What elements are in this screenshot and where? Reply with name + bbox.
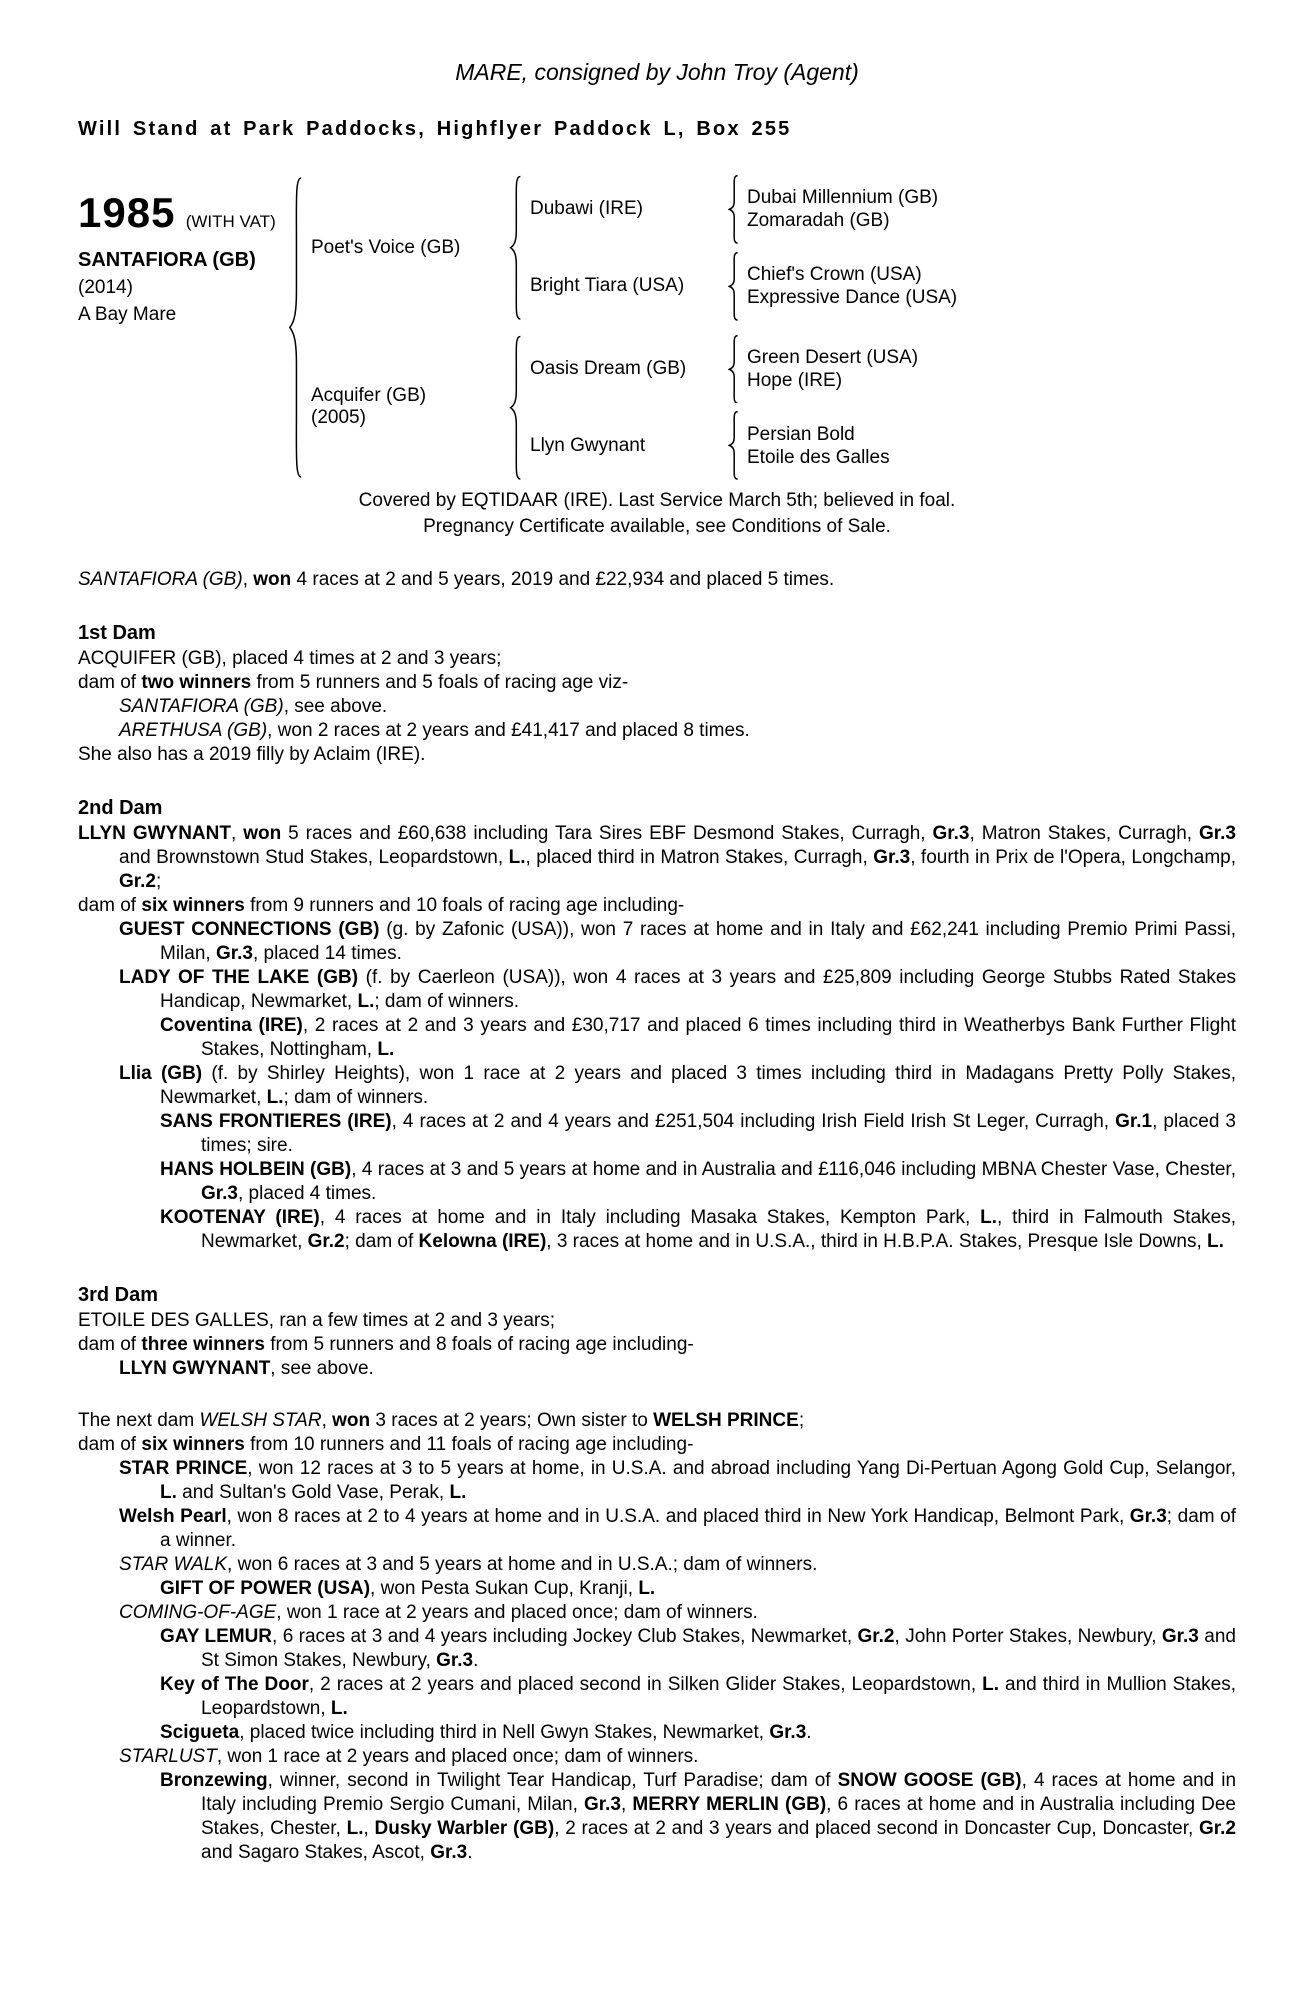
- text-run: ETOILE DES GALLES, ran a few times at 2 and 3 years;: [78, 1310, 555, 1331]
- text-run: , won 6 races at 3 and 5 years at home and in U.S.A.; dam of winners.: [227, 1554, 818, 1575]
- text-run: GUEST CONNECTIONS (GB): [119, 919, 380, 940]
- text-run: L.: [330, 1698, 348, 1719]
- text-run: ,: [321, 1410, 333, 1431]
- text-run: , placed 3 times; sire.: [201, 1111, 1236, 1156]
- text-run: Kelowna (IRE): [418, 1231, 547, 1252]
- text-run: six winners: [141, 895, 245, 916]
- page-title: MARE, consigned by John Troy (Agent): [455, 59, 859, 85]
- text-run: won: [243, 823, 282, 844]
- pedigree-paragraph: [78, 695, 1236, 719]
- text-run: from 5 runners and 8 foals of racing age including-: [264, 1334, 694, 1355]
- text-run: Gr.2: [307, 1231, 345, 1252]
- text-run: SANTAFIORA (GB): [119, 696, 284, 717]
- text-run: Bronzewing: [160, 1770, 268, 1791]
- pedigree-paragraph: [78, 1721, 1236, 1745]
- text-run: Gr.3: [769, 1722, 807, 1743]
- text-run: Gr.1: [1115, 1111, 1153, 1132]
- text-run: Llia (GB): [119, 1063, 203, 1084]
- text-run: L.: [982, 1674, 1000, 1695]
- text-run: , 2 races at 2 and 3 years and placed second in Doncaster Cup, Doncaster,: [554, 1818, 1200, 1839]
- text-run: ; dam of winners.: [283, 1087, 429, 1108]
- text-run: GAY LEMUR: [160, 1626, 273, 1647]
- pedigree-text-section: [78, 620, 1236, 767]
- covering-note-line1: Covered by EQTIDAAR (IRE). Last Service March 5th; believed in foal.: [358, 490, 956, 511]
- text-run: ARETHUSA (GB): [119, 720, 268, 741]
- pedigree-paragraph: [78, 1457, 1236, 1505]
- text-run: and third in Mullion Stakes, Leopardstown,: [201, 1674, 1236, 1719]
- text-run: , 4 races at 2 and 4 years and £251,504 including Irish Field Irish St Leger, Curragh,: [391, 1111, 1116, 1132]
- text-run: L.: [357, 991, 375, 1012]
- text-run: Key of The Door: [160, 1674, 309, 1695]
- text-run: Gr.3: [1199, 823, 1236, 844]
- great-grandparent-name: Dubai Millennium (GB): [747, 187, 939, 209]
- pedigree-text-section: [78, 568, 1236, 592]
- pedigree-paragraph: [78, 1577, 1236, 1601]
- pedigree-brace-icon: [509, 175, 522, 321]
- grandsire-name: Oasis Dream (GB): [530, 357, 687, 379]
- text-run: ,: [242, 569, 254, 590]
- pedigree-paragraph: [78, 1357, 1236, 1381]
- text-run: STARLUST: [119, 1746, 217, 1767]
- text-run: won: [332, 1410, 371, 1431]
- text-run: .: [473, 1650, 479, 1671]
- stand-location-line: Will Stand at Park Paddocks, Highflyer Paddock L, Box 255: [78, 118, 792, 140]
- covering-note: [78, 488, 1236, 540]
- horse-name: SANTAFIORA (GB): [78, 249, 256, 271]
- pedigree-paragraph: [78, 822, 1236, 894]
- pedigree-brace-icon: [728, 252, 739, 321]
- text-run: Gr.2: [119, 871, 156, 892]
- text-run: She also has a 2019 filly by Aclaim (IRE).: [78, 744, 426, 765]
- lot-block: [78, 175, 288, 326]
- text-run: Gr.3: [584, 1794, 621, 1815]
- great-grandparent-name: Expressive Dance (USA): [747, 287, 958, 309]
- pedigree-paragraph: [78, 1769, 1236, 1865]
- text-run: , 2 races at 2 years and placed second in Silken Glider Stakes, Leopardstown,: [308, 1674, 983, 1695]
- text-run: L.: [346, 1818, 364, 1839]
- text-run: SNOW GOOSE (GB): [837, 1770, 1022, 1791]
- text-run: ; dam of: [344, 1231, 419, 1252]
- pedigree-paragraph: [78, 671, 1236, 695]
- text-run: Gr.3: [1129, 1506, 1167, 1527]
- grandsire-name: Dubawi (IRE): [530, 198, 643, 220]
- text-run: , placed twice including third in Nell Gwyn Stakes, Newmarket,: [239, 1722, 770, 1743]
- text-run: Dusky Warbler (GB): [374, 1818, 555, 1839]
- pedigree-text-section: [78, 1282, 1236, 1381]
- text-run: WELSH PRINCE: [653, 1410, 799, 1431]
- text-run: Gr.3: [1161, 1626, 1199, 1647]
- pedigree-brace-icon: [728, 335, 739, 404]
- text-run: LADY OF THE LAKE (GB): [119, 967, 359, 988]
- pedigree-paragraph: [78, 966, 1236, 1014]
- text-run: (g. by Zafonic (USA)), won 7 races at home and in Italy and £62,241 including Premio Primi Passi, Milan,: [160, 919, 1236, 964]
- text-run: L.: [1207, 1231, 1224, 1252]
- text-run: STAR PRINCE: [119, 1458, 248, 1479]
- pedigree-paragraph: [78, 1309, 1236, 1333]
- text-run: , fourth in Prix de l'Opera, Longchamp,: [910, 847, 1236, 868]
- text-run: .: [806, 1722, 812, 1743]
- text-run: .: [467, 1842, 473, 1863]
- body-sections: [78, 568, 1236, 1865]
- dam-section-heading: 3rd Dam: [78, 1284, 159, 1306]
- text-run: SANS FRONTIERES (IRE): [160, 1111, 392, 1132]
- text-run: , John Porter Stakes, Newbury,: [894, 1626, 1162, 1647]
- text-run: Gr.3: [430, 1842, 468, 1863]
- sire-name: Poet's Voice (GB): [311, 236, 461, 258]
- text-run: (f. by Caerleon (USA)), won 4 races at 3 years and £25,809 including George Stubbs Rated Stakes Handicap, Newmarket,: [160, 967, 1236, 1012]
- text-run: , placed 4 times.: [237, 1183, 377, 1204]
- great-grandparent-name: Zomaradah (GB): [747, 210, 890, 232]
- great-grandparent-name: Chief's Crown (USA): [747, 264, 922, 286]
- pedigree-table: [78, 175, 1236, 480]
- text-run: , 6 races at 3 and 4 years including Jockey Club Stakes, Newmarket,: [272, 1626, 858, 1647]
- text-run: dam of: [78, 1434, 142, 1455]
- grandsire-block: [530, 175, 1236, 244]
- text-run: HANS HOLBEIN (GB): [160, 1159, 352, 1180]
- text-run: , won Pesta Sukan Cup, Kranji,: [370, 1578, 639, 1599]
- text-run: , winner, second in Twilight Tear Handicap, Turf Paradise; dam of: [267, 1770, 838, 1791]
- text-run: GIFT OF POWER (USA): [160, 1578, 371, 1599]
- pedigree-generation-2: [311, 175, 1236, 480]
- pedigree-paragraph: [78, 1409, 1236, 1433]
- pedigree-paragraph: [78, 1505, 1236, 1553]
- text-run: Gr.2: [1199, 1818, 1236, 1839]
- great-grandparent-name: Etoile des Galles: [747, 446, 890, 468]
- text-run: three winners: [141, 1334, 265, 1355]
- text-run: ; dam of a winner.: [160, 1506, 1236, 1551]
- text-run: 4 races at 2 and 5 years, 2019 and £22,934 and placed 5 times.: [291, 569, 835, 590]
- pedigree-paragraph: [78, 1014, 1236, 1062]
- pedigree-paragraph: [78, 1206, 1236, 1254]
- text-run: from 5 runners and 5 foals of racing age viz-: [251, 672, 629, 693]
- text-run: , placed third in Matron Stakes, Curragh,: [525, 847, 874, 868]
- pedigree-brace-icon: [509, 335, 522, 481]
- great-grandparent-name: Persian Bold: [747, 423, 855, 445]
- pedigree-text-section: [78, 795, 1236, 1254]
- text-run: LLYN GWYNANT: [78, 823, 231, 844]
- text-run: from 10 runners and 11 foals of racing age including-: [244, 1434, 694, 1455]
- pedigree-paragraph: [78, 894, 1236, 918]
- text-run: , 4 races at 3 and 5 years at home and in Australia and £116,046 including MBNA Chester Vase, Chester,: [351, 1159, 1236, 1180]
- dam-name: Acquifer (GB): [311, 385, 427, 407]
- dam-section-heading: 2nd Dam: [78, 797, 163, 819]
- text-run: Gr.3: [873, 847, 911, 868]
- pedigree-brace-icon: [728, 411, 739, 480]
- lot-number-row: [78, 189, 288, 237]
- pedigree-paragraph: [78, 918, 1236, 966]
- text-run: dam of: [78, 1334, 142, 1355]
- text-run: and Sagaro Stakes, Ascot,: [201, 1842, 431, 1863]
- text-run: L.: [508, 847, 526, 868]
- text-run: L.: [980, 1207, 997, 1228]
- pedigree-brace-icon: [728, 175, 739, 244]
- text-run: , 6 races at home and in Australia including Dee Stakes, Chester,: [201, 1794, 1236, 1839]
- text-run: , 2 races at 2 and 3 years and £30,717 and placed 6 times including third in Weatherbys Bank Further Flight Stakes, Nottingham,: [201, 1015, 1237, 1060]
- text-run: L.: [160, 1482, 177, 1503]
- pedigree-paragraph: [78, 1110, 1236, 1158]
- granddam-block: [530, 252, 1236, 321]
- pedigree-paragraph: [78, 1433, 1236, 1457]
- pedigree-paragraph: [78, 1158, 1236, 1206]
- pedigree-paragraph: [78, 1333, 1236, 1357]
- text-run: Gr.3: [215, 943, 253, 964]
- text-run: , 4 races at home and in Italy including Premio Sergio Cumani, Milan,: [201, 1770, 1237, 1815]
- text-run: STAR WALK: [119, 1554, 228, 1575]
- text-run: from 9 runners and 10 foals of racing age including-: [244, 895, 685, 916]
- grandsire-block: [530, 335, 1236, 404]
- text-run: , 4 races at home and in Italy including Masaka Stakes, Kempton Park,: [319, 1207, 981, 1228]
- text-run: L.: [449, 1482, 467, 1503]
- sire-block: [311, 175, 1236, 321]
- text-run: dam of: [78, 672, 142, 693]
- text-run: , won 12 races at 3 to 5 years at home, in U.S.A. and abroad including Yang Di-Pertuan Agong Gold Cup, Selangor,: [247, 1458, 1236, 1479]
- dam-year: (2005): [311, 407, 366, 429]
- text-run: KOOTENAY (IRE): [160, 1207, 320, 1228]
- text-run: , see above.: [283, 696, 388, 717]
- foaled-year: (2014): [78, 277, 133, 298]
- text-run: two winners: [141, 672, 252, 693]
- text-run: 5 races and £60,638 including Tara Sires EBF Desmond Stakes, Curragh,: [281, 823, 933, 844]
- text-run: , Matron Stakes, Curragh,: [969, 823, 1199, 844]
- text-run: Gr.3: [436, 1650, 474, 1671]
- lot-number: 1985: [78, 189, 176, 236]
- text-run: six winners: [141, 1434, 245, 1455]
- text-run: L.: [266, 1087, 284, 1108]
- pedigree-paragraph: [78, 1745, 1236, 1769]
- vat-note: (WITH VAT): [185, 212, 276, 231]
- text-run: dam of: [78, 895, 142, 916]
- text-run: SANTAFIORA (GB): [78, 569, 243, 590]
- text-run: and Brownstown Stud Stakes, Leopardstown,: [119, 847, 509, 868]
- text-run: , won 2 races at 2 years and £41,417 and placed 8 times.: [267, 720, 750, 741]
- pedigree-brace-icon: [288, 175, 303, 480]
- text-run: ;: [155, 871, 162, 892]
- text-run: , placed 14 times.: [252, 943, 402, 964]
- dam-section-heading: 1st Dam: [78, 622, 156, 644]
- text-run: MERRY MERLIN (GB): [632, 1794, 827, 1815]
- text-run: Gr.2: [857, 1626, 895, 1647]
- text-run: The next dam: [78, 1410, 200, 1431]
- text-run: , 3 races at home and in U.S.A., third in H.B.P.A. Stakes, Presque Isle Downs,: [546, 1231, 1208, 1252]
- text-run: Scigueta: [160, 1722, 240, 1743]
- text-run: , won 8 races at 2 to 4 years at home and in U.S.A. and placed third in New York Handicap, Belmont Park,: [226, 1506, 1130, 1527]
- text-run: and Sultan's Gold Vase, Perak,: [176, 1482, 450, 1503]
- pedigree-paragraph: [78, 1553, 1236, 1577]
- text-run: ,: [363, 1818, 375, 1839]
- granddam-name: Bright Tiara (USA): [530, 275, 685, 297]
- pedigree-paragraph: [78, 743, 1236, 767]
- text-run: (f. by Shirley Heights), won 1 race at 2 years and placed 3 times including third in Madagans Pretty Polly Stakes, Newmarket,: [160, 1063, 1236, 1108]
- text-run: , see above.: [270, 1358, 374, 1379]
- pedigree-paragraph: [78, 647, 1236, 671]
- text-run: L.: [638, 1578, 656, 1599]
- covering-note-line2: Pregnancy Certificate available, see Conditions of Sale.: [423, 516, 891, 537]
- granddam-name: Llyn Gwynant: [530, 434, 646, 456]
- text-run: Welsh Pearl: [119, 1506, 227, 1527]
- great-grandparent-name: Green Desert (USA): [747, 346, 919, 368]
- pedigree-paragraph: [78, 719, 1236, 743]
- pedigree-text-section: [78, 1409, 1236, 1865]
- text-run: Gr.3: [201, 1183, 238, 1204]
- granddam-block: [530, 411, 1236, 480]
- text-run: Gr.3: [932, 823, 970, 844]
- pedigree-tree: [288, 175, 1236, 480]
- horse-description: A Bay Mare: [78, 304, 177, 325]
- text-run: , won 1 race at 2 years and placed once; dam of winners.: [276, 1602, 758, 1623]
- text-run: LLYN GWYNANT: [119, 1358, 271, 1379]
- dam-block: [311, 335, 1236, 481]
- great-grandparent-name: Hope (IRE): [747, 369, 843, 391]
- text-run: ;: [798, 1410, 805, 1431]
- text-run: ,: [230, 823, 244, 844]
- text-run: , won 1 race at 2 years and placed once; dam of winners.: [216, 1746, 699, 1767]
- text-run: Coventina (IRE): [160, 1015, 303, 1036]
- pedigree-paragraph: [78, 1625, 1236, 1673]
- pedigree-paragraph: [78, 1062, 1236, 1110]
- pedigree-paragraph: [78, 568, 1236, 592]
- text-run: ; dam of winners.: [374, 991, 520, 1012]
- text-run: ACQUIFER (GB), placed 4 times at 2 and 3 years;: [78, 648, 502, 669]
- text-run: and St Simon Stakes, Newbury,: [201, 1626, 1236, 1671]
- text-run: ,: [621, 1794, 633, 1815]
- pedigree-paragraph: [78, 1601, 1236, 1625]
- text-run: , third in Falmouth Stakes, Newmarket,: [201, 1207, 1236, 1252]
- text-run: won: [253, 569, 292, 590]
- text-run: WELSH STAR: [199, 1410, 322, 1431]
- text-run: L.: [377, 1039, 395, 1060]
- pedigree-paragraph: [78, 1673, 1236, 1721]
- text-run: COMING-OF-AGE: [119, 1602, 277, 1623]
- text-run: 3 races at 2 years; Own sister to: [370, 1410, 654, 1431]
